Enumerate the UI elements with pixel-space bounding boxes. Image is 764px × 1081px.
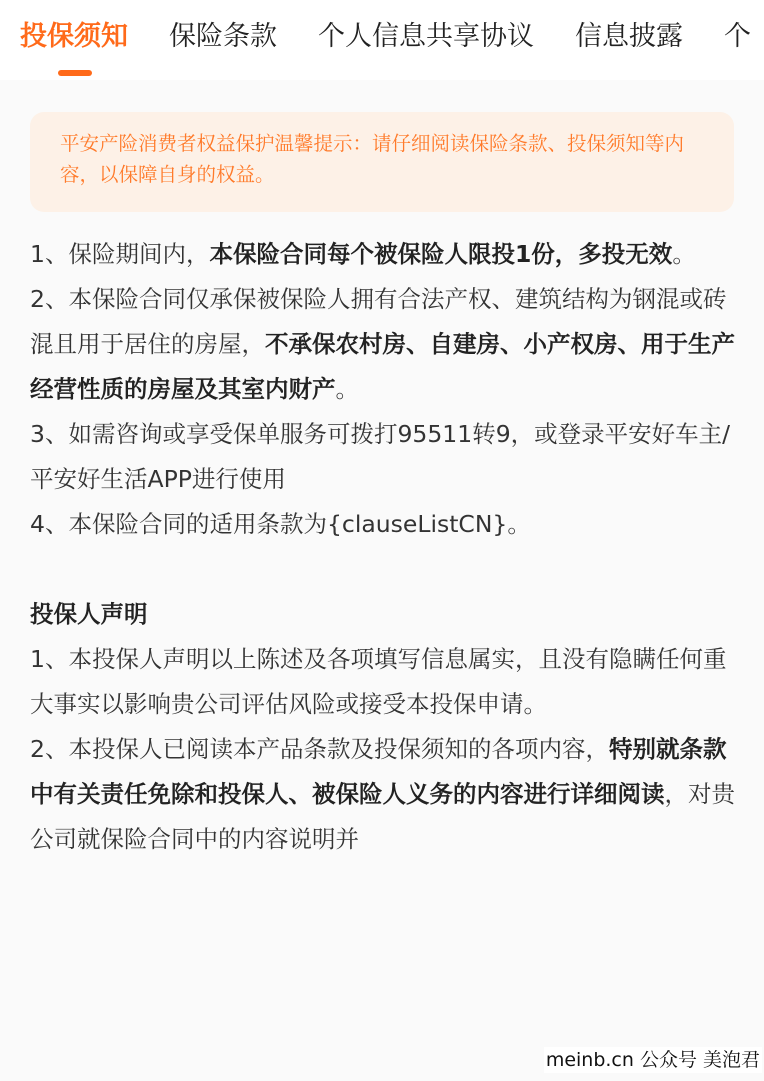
tab-label: 信息披露 [575,21,683,52]
tab-information-disclosure[interactable] [575,0,683,52]
consumer-protection-notice [30,112,734,212]
note-item: 4、本保险合同的适用条款为{clauseListCN}。 [30,510,531,538]
spacer [30,547,736,592]
note-item: 3、如需咨询或享受保单服务可拨打95511转9，或登录平安好车主/平安好生活APP进行使用 [30,420,731,493]
tab-label: 个人信息共享协议 [318,21,534,52]
tab-privacy-agreement[interactable] [318,0,534,52]
notice-text: 平安产险消费者权益保护温馨提示：请仔细阅读保险条款、投保须知等内容，以保障自身的权益。 [60,132,685,186]
watermark-text: meinb.cn 公众号 美泡君 [545,1049,760,1071]
tab-insurance-terms[interactable] [169,0,277,52]
tab-bar [0,0,764,80]
tab-overflow[interactable] [724,0,751,52]
active-tab-indicator [58,70,92,76]
note-item: 1、保险期间内，本保险合同每个被保险人限投1份，多投无效。 [30,240,696,268]
tab-label: 个 [724,21,751,52]
tab-insurance-notice[interactable] [20,0,128,52]
notice-content[interactable] [0,80,764,1081]
tab-label: 保险条款 [169,21,277,52]
tab-label: 投保须知 [20,21,128,52]
terms-body [30,232,736,862]
declaration-item: 1、本投保人声明以上陈述及各项填写信息属实，且没有隐瞒任何重大事实以影响贵公司评估风险或接受本投保申请。 [30,645,727,718]
declaration-item: 2、本投保人已阅读本产品条款及投保须知的各项内容，特别就条款中有关责任免除和投保人、被保险人义务的内容进行详细阅读，对贵公司就保险合同中的内容说明并 [30,735,735,853]
section-heading: 投保人声明 [30,600,148,628]
note-item: 2、本保险合同仅承保被保险人拥有合法产权、建筑结构为钢混或砖混且用于居住的房屋，不承保农村房、自建房、小产权房、用于生产经营性质的房屋及其室内财产。 [30,285,735,403]
